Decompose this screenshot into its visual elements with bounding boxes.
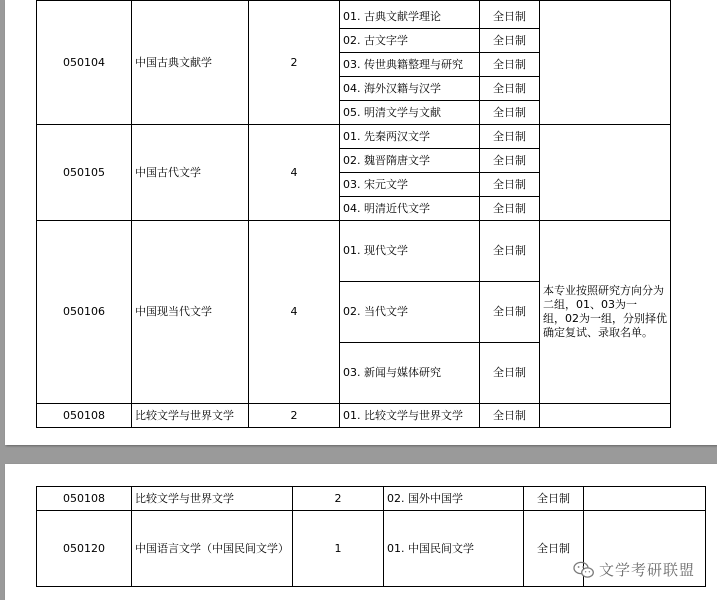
research-direction: 02. 当代文学 [340, 282, 480, 343]
research-direction: 05. 明清文学与文献 [340, 101, 480, 125]
study-mode: 全日制 [480, 77, 540, 101]
remark-line: 确定复试、录取名单。 [543, 326, 653, 339]
study-mode: 全日制 [480, 404, 540, 428]
remarks-cell [540, 125, 671, 221]
document-page-1 [5, 0, 717, 445]
study-mode: 全日制 [480, 197, 540, 221]
research-direction: 03. 宋元文学 [340, 173, 480, 197]
research-direction: 02. 古文字学 [340, 29, 480, 53]
document-page-2 [5, 464, 717, 600]
major-code: 050108 [37, 487, 132, 511]
table-row [37, 125, 671, 149]
admissions-table-page-1 [36, 0, 671, 428]
study-mode: 全日制 [480, 173, 540, 197]
research-direction: 04. 明清近代文学 [340, 197, 480, 221]
research-direction: 02. 魏晋隋唐文学 [340, 149, 480, 173]
major-name: 中国古典文献学 [132, 1, 249, 125]
study-mode: 全日制 [480, 53, 540, 77]
enrollment-count: 4 [249, 221, 340, 404]
remarks-cell [540, 404, 671, 428]
major-name: 比较文学与世界文学 [132, 404, 249, 428]
remark-line: 二组，01、03为一 [543, 298, 637, 311]
study-mode: 全日制 [480, 1, 540, 29]
remarks-cell [540, 1, 671, 125]
major-code: 050105 [37, 125, 132, 221]
study-mode: 全日制 [524, 511, 584, 587]
table-row [37, 1, 671, 29]
research-direction: 03. 新闻与媒体研究 [340, 343, 480, 404]
enrollment-count: 2 [293, 487, 384, 511]
research-direction: 01. 现代文学 [340, 221, 480, 282]
enrollment-count: 4 [249, 125, 340, 221]
major-code: 050104 [37, 1, 132, 125]
major-name: 中国现当代文学 [132, 221, 249, 404]
research-direction: 01. 先秦两汉文学 [340, 125, 480, 149]
watermark-text: 文学考研联盟 [598, 561, 695, 579]
table-row [37, 487, 706, 511]
major-name: 中国语言文学（中国民间文学） [132, 511, 293, 587]
research-direction: 02. 国外中国学 [384, 487, 524, 511]
enrollment-count: 2 [249, 1, 340, 125]
remarks-cell [540, 221, 671, 404]
enrollment-count: 2 [249, 404, 340, 428]
study-mode: 全日制 [524, 487, 584, 511]
research-direction: 01. 比较文学与世界文学 [340, 404, 480, 428]
table-row [37, 221, 671, 282]
wechat-icon [573, 561, 595, 579]
study-mode: 全日制 [480, 282, 540, 343]
major-name: 比较文学与世界文学 [132, 487, 293, 511]
remark-line: 组，02为一组，分别择优 [543, 312, 667, 325]
enrollment-count: 1 [293, 511, 384, 587]
research-direction: 03. 传世典籍整理与研究 [340, 53, 480, 77]
table-row [37, 404, 671, 428]
major-code: 050120 [37, 511, 132, 587]
research-direction: 04. 海外汉籍与汉学 [340, 77, 480, 101]
remarks-cell [584, 487, 706, 511]
study-mode: 全日制 [480, 149, 540, 173]
remark-line: 本专业按照研究方向分为 [543, 284, 664, 297]
wechat-watermark [573, 559, 695, 580]
major-code: 050106 [37, 221, 132, 404]
research-direction: 01. 古典文献学理论 [340, 1, 480, 29]
study-mode: 全日制 [480, 343, 540, 404]
study-mode: 全日制 [480, 29, 540, 53]
research-direction: 01. 中国民间文学 [384, 511, 524, 587]
study-mode: 全日制 [480, 125, 540, 149]
major-name: 中国古代文学 [132, 125, 249, 221]
major-code: 050108 [37, 404, 132, 428]
study-mode: 全日制 [480, 221, 540, 282]
study-mode: 全日制 [480, 101, 540, 125]
